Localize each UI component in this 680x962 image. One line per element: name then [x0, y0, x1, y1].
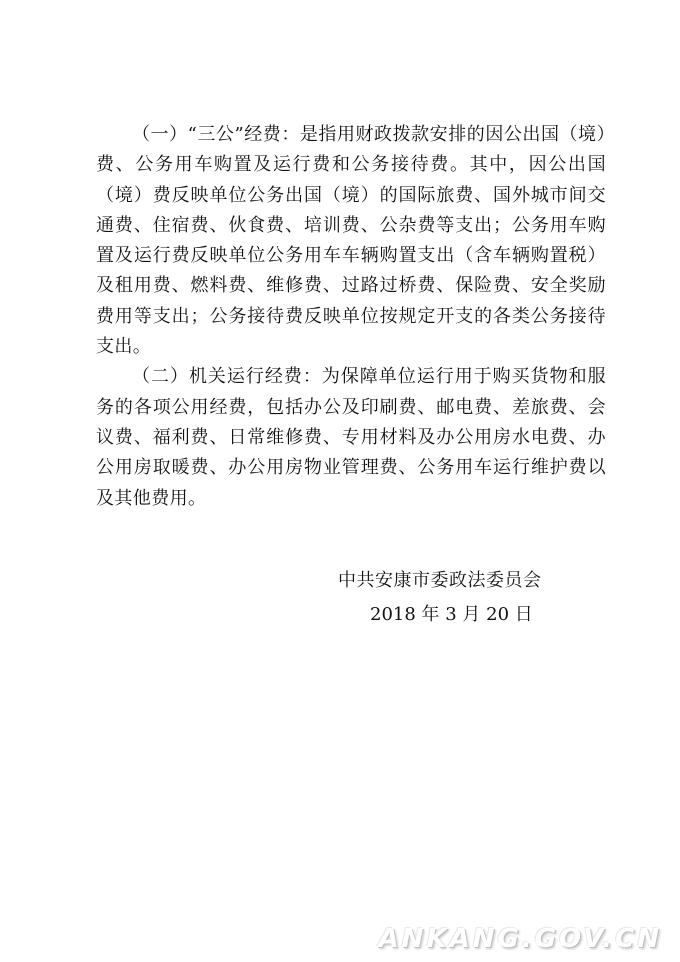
paragraph-operating-expenses: （二）机关运行经费：为保障单位运行用于购买货物和服务的各项公用经费，包括办公及印刷费、邮电费、差旅费、会议费、福利费、日常维修费、专用材料及办公用房水电费、办公用房取暖费、办公用房物业管理费、公务用车运行维护费以及其他费用。: [96, 366, 606, 509]
site-watermark: ANKANG.GOV.CN: [378, 924, 662, 954]
signature-organization: 中共安康市委政法委员会: [338, 570, 542, 591]
document-body: [96, 120, 606, 514]
paragraph-three-public-expenses: （一）“三公”经费：是指用财政拨款安排的因公出国（境）费、公务用车购置及运行费和公务接待费。其中，因公出国（境）费反映单位公务出国（境）的国际旅费、国外城市间交通费、住宿费、伙食费、培训费、公杂费等支出；公务用车购置及运行费反映单位公务用车车辆购置支出（含车辆购置税）及租用费、燃料费、维修费、过路过桥费、保险费、安全奖励费用等支出；公务接待费反映单位按规定开支的各类公务接待支出。: [96, 124, 606, 358]
signature-date: 2018 年 3 月 20 日: [370, 604, 533, 625]
